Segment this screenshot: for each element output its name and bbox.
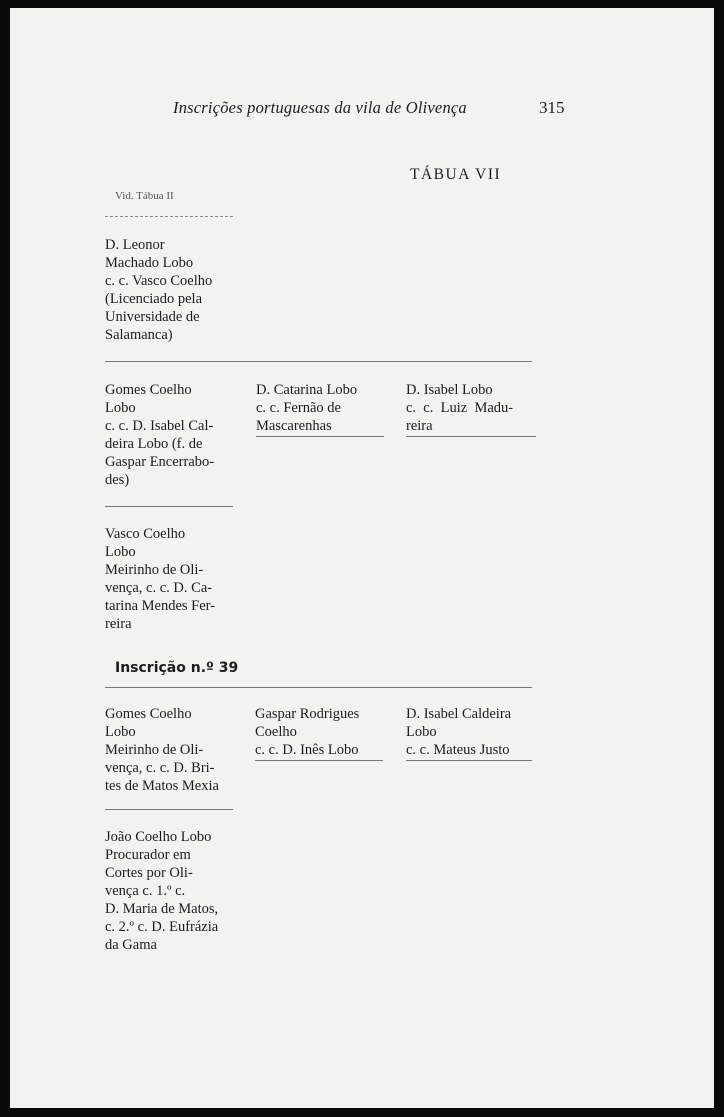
gen4-person-1: Gomes Coelho Lobo Meirinho de Oli- vença, c. c. D. Bri- tes de Matos Mexia (105, 706, 219, 794)
page-number: 315 (539, 98, 565, 117)
sibling-rule (105, 687, 532, 688)
inscription-label: Inscrição n.º 39 (115, 660, 239, 676)
underline (256, 436, 384, 437)
gen3-person: Vasco Coelho Lobo Meirinho de Oli- vença, c. c. D. Ca- tarina Mendes Fer- reira (105, 526, 216, 632)
connector-line (105, 506, 233, 507)
gen1-person: D. Leonor Machado Lobo c. c. Vasco Coelho (Licenciado pela Universidade de Salamanca) (105, 237, 213, 343)
gen2-person-3: D. Isabel Lobo c. c. Luiz Madu- reira (406, 382, 514, 434)
gen5-person: João Coelho Lobo Procurador em Cortes por Oli- vença c. 1.º c. D. Maria de Matos, c. 2.º c. D. Eufrázia da Gama (105, 829, 219, 953)
reference-note: Vid. Tábua II (115, 190, 174, 202)
table-title: TÁBUA VII (410, 166, 502, 183)
underline (406, 760, 532, 761)
gen2-person-1: Gomes Coelho Lobo c. c. D. Isabel Cal- deira Lobo (f. de Gaspar Encerrabo- des) (105, 382, 215, 488)
connector-line (105, 809, 233, 810)
sibling-rule (105, 361, 532, 362)
running-title: Inscrições portuguesas da vila de Olivença (173, 98, 467, 117)
document-page (10, 8, 714, 1108)
underline (255, 760, 383, 761)
connector-line (105, 216, 233, 217)
underline (406, 436, 536, 437)
gen4-person-3: D. Isabel Caldeira Lobo c. c. Mateus Justo (406, 706, 512, 758)
gen2-person-2: D. Catarina Lobo c. c. Fernão de Mascarenhas (256, 382, 358, 434)
gen4-person-2: Gaspar Rodrigues Coelho c. c. D. Inês Lobo (255, 706, 360, 758)
